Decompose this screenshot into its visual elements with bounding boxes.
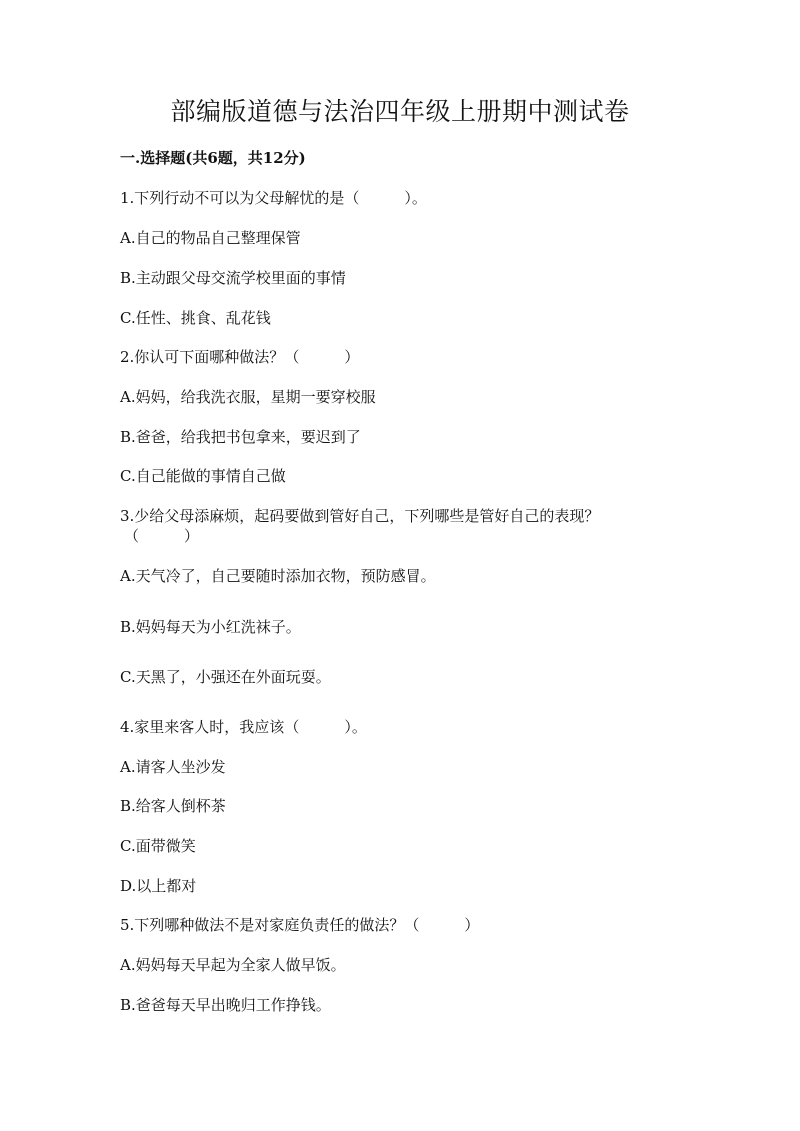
question-option: A.妈妈每天早起为全家人做早饭。 — [120, 956, 346, 974]
question-stem: 1.下列行动不可以为父母解忧的是（ ）。 — [120, 189, 427, 207]
question-option: A.自己的物品自己整理保管 — [120, 229, 301, 247]
question-stem: 2.你认可下面哪种做法？（ ） — [120, 348, 360, 366]
question-option: C.任性、挑食、乱花钱 — [120, 309, 271, 327]
question-stem: 3.少给父母添麻烦，起码要做到管好自己，下列哪些是管好自己的表现？ — [120, 507, 600, 525]
question-option: B.给客人倒杯茶 — [120, 797, 226, 815]
question-option: A.妈妈，给我洗衣服，星期一要穿校服 — [120, 388, 376, 406]
question-option: D.以上都对 — [120, 877, 197, 895]
page-title: 部编版道德与法治四年级上册期中测试卷 — [170, 97, 630, 126]
question-option: B.主动跟父母交流学校里面的事情 — [120, 269, 346, 287]
question-option: A.天气冷了，自己要随时添加衣物，预防感冒。 — [120, 567, 436, 585]
question-option: A.请客人坐沙发 — [120, 758, 226, 776]
question-option: B.妈妈每天为小红洗袜子。 — [120, 618, 301, 636]
question-option: B.爸爸，给我把书包拿来，要迟到了 — [120, 428, 361, 446]
question-stem-continuation: （ ） — [124, 527, 200, 545]
question-option: C.自己能做的事情自己做 — [120, 467, 286, 485]
question-option: C.面带微笑 — [120, 837, 196, 855]
section-heading: 一.选择题(共6题，共12分) — [120, 149, 306, 167]
question-option: B.爸爸每天早出晚归工作挣钱。 — [120, 996, 331, 1014]
question-stem: 5.下列哪种做法不是对家庭负责任的做法？（ ） — [120, 916, 480, 934]
question-option: C.天黑了，小强还在外面玩耍。 — [120, 668, 331, 686]
question-stem: 4.家里来客人时，我应该（ ）。 — [120, 718, 367, 736]
